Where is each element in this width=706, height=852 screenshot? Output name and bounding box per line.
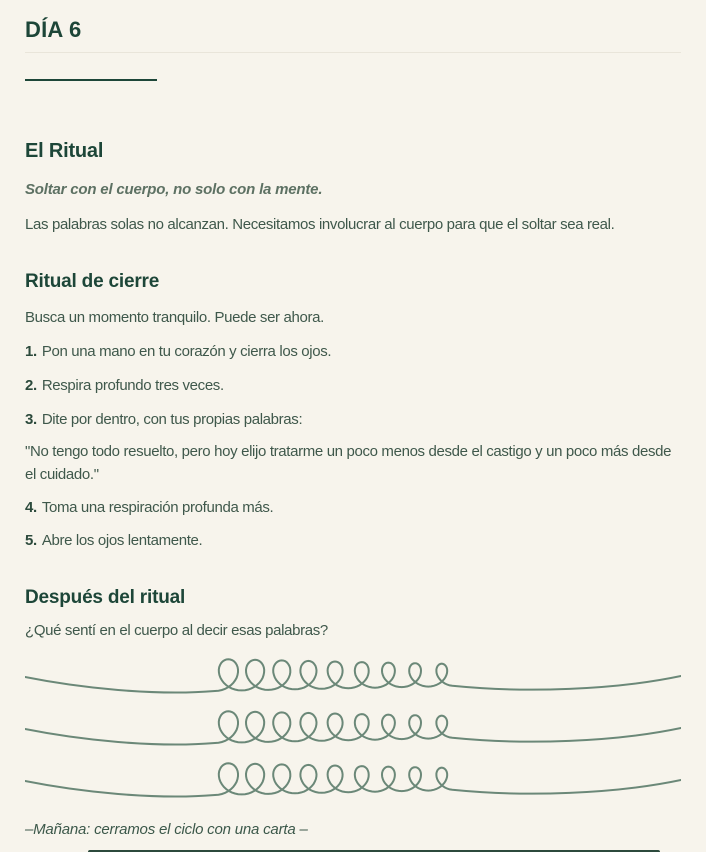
step-2-text: Respira profundo tres veces. [41,377,224,394]
section-heading-el-ritual: El Ritual [25,140,104,162]
section-heading-ritual-de-cierre: Ritual de cierre [25,271,160,292]
header-divider [25,52,681,53]
page-title: DÍA 6 [25,17,82,42]
ritual-intro: Las palabras solas no alcanzan. Necesitamos involucrar al cuerpo para que el soltar sea real. [25,216,615,233]
reflection-question: ¿Qué sentí en el cuerpo al decir esas palabras? [25,622,328,639]
writing-lines [25,650,681,806]
step-3-number: 3. [25,411,37,428]
cierre-lead: Busca un momento tranquilo. Puede ser ahora. [25,309,324,326]
answer-squiggle-line [25,754,681,806]
step-5-text: Abre los ojos lentamente. [41,532,203,549]
step-4 [25,496,681,519]
step-2-number: 2. [25,377,37,394]
accent-rule [25,79,157,81]
step-3 [25,408,681,431]
footer-note: –Mañana: cerramos el ciclo con una carta – [25,821,308,838]
step-3-text: Dite por dentro, con tus propias palabras: [41,411,303,428]
answer-squiggle-line [25,702,681,754]
step-1-text: Pon una mano en tu corazón y cierra los ojos. [41,343,332,360]
step-4-number: 4. [25,499,37,516]
step-1-number: 1. [25,343,37,360]
step-5-number: 5. [25,532,37,549]
step-4-text: Toma una respiración profunda más. [41,499,274,516]
step-2 [25,374,681,397]
step-1 [25,340,681,363]
section-heading-despues-del-ritual: Después del ritual [25,587,186,608]
ritual-subtitle: Soltar con el cuerpo, no solo con la mente. [25,181,323,198]
step-5 [25,529,681,552]
ritual-quote: "No tengo todo resuelto, pero hoy elijo tratarme un poco menos desde el castigo y un poco más desde el cuidado." [25,443,672,483]
answer-squiggle-line [25,650,681,702]
